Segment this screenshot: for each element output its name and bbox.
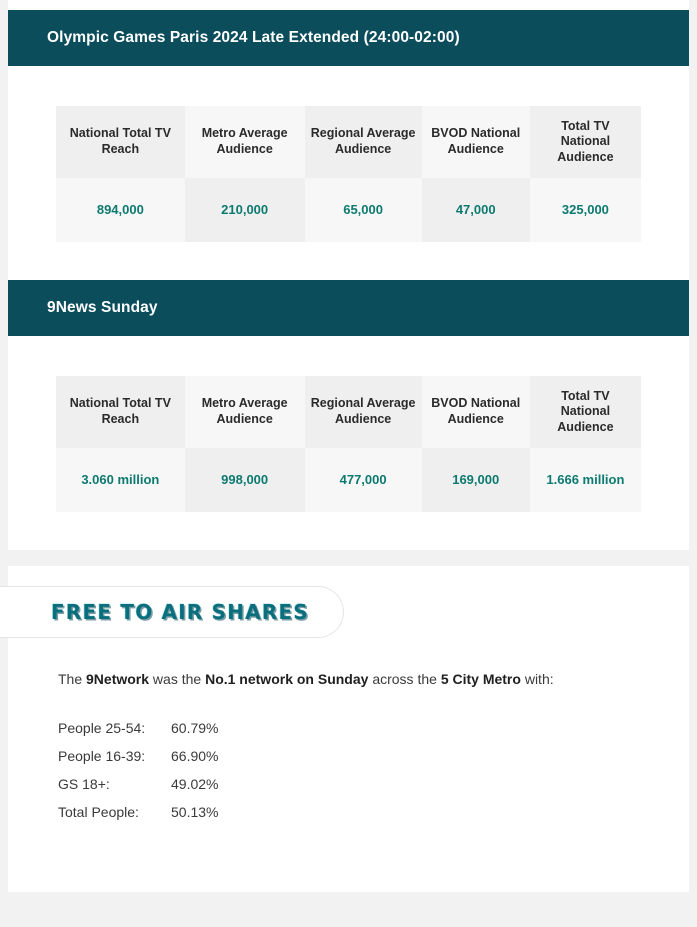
lede-paragraph [58,670,639,690]
column-header-total-tv-national-audience: Total TV National Audience [530,106,641,178]
share-label: People 16-39: [58,747,146,764]
lede-bold-no1-network: No.1 network on Sunday [205,671,369,687]
section-header-bar [8,10,689,66]
badge-row [8,566,689,638]
share-label: People 25-54: [58,719,146,736]
column-header-total-tv-national-audience: Total TV National Audience [530,376,641,448]
table-value-row [56,448,641,512]
list-item [58,720,639,736]
stat-table [56,376,641,512]
value-metro-average-audience: 998,000 [185,448,305,512]
value-metro-average-audience: 210,000 [185,178,305,242]
free-to-air-shares-card [8,566,689,892]
value-regional-average-audience: 477,000 [305,448,422,512]
list-item [58,776,639,792]
lede-bold-5-city-metro: 5 City Metro [440,671,521,687]
free-to-air-shares-badge [0,586,344,638]
column-header-bvod-national-audience: BVOD National Audience [422,376,530,448]
value-national-total-tv-reach: 894,000 [56,178,185,242]
lede-part-2: was the [149,671,206,687]
stat-table-wrapper [8,66,689,242]
column-header-national-total-tv-reach: National Total TV Reach [56,376,185,448]
ratings-card [8,0,689,550]
lede-bold-network: 9Network [86,671,150,687]
stat-table [56,106,641,242]
value-bvod-national-audience: 47,000 [422,178,530,242]
section-header-bar [8,280,689,336]
value-bvod-national-audience: 169,000 [422,448,530,512]
free-to-air-body [8,670,689,820]
list-item [58,748,639,764]
table-spacer [8,242,689,280]
column-header-bvod-national-audience: BVOD National Audience [422,106,530,178]
column-header-metro-average-audience: Metro Average Audience [185,376,305,448]
section-title: 9News Sunday [47,298,158,316]
ratings-section-9news-sunday [8,280,689,550]
list-item [58,804,639,820]
card-separator [0,550,697,566]
column-header-regional-average-audience: Regional Average Audience [305,376,422,448]
lede-part-3: across the [368,671,441,687]
share-value: 49.02% [171,775,219,792]
share-value: 66.90% [171,747,219,764]
column-header-regional-average-audience: Regional Average Audience [305,106,422,178]
value-total-tv-national-audience: 1.666 million [530,448,641,512]
share-list [58,720,639,820]
share-value: 50.13% [171,803,219,820]
lede-part-4: with: [520,671,554,687]
value-national-total-tv-reach: 3.060 million [56,448,185,512]
stat-table-wrapper [8,336,689,512]
value-total-tv-national-audience: 325,000 [530,178,641,242]
page-bottom-filler [0,892,697,909]
lede-part-1: The [58,671,87,687]
share-label: GS 18+: [58,775,110,792]
share-value: 60.79% [171,719,219,736]
table-value-row [56,178,641,242]
ratings-section-olympics [8,10,689,280]
column-header-metro-average-audience: Metro Average Audience [185,106,305,178]
section-title: Olympic Games Paris 2024 Late Extended (24:00-02:00) [47,28,460,46]
share-label: Total People: [58,803,139,820]
table-header-row [56,376,641,448]
table-spacer [8,512,689,550]
column-header-national-total-tv-reach: National Total TV Reach [56,106,185,178]
value-regional-average-audience: 65,000 [305,178,422,242]
badge-label: FREE TO AIR SHARES [51,600,309,624]
table-header-row [56,106,641,178]
